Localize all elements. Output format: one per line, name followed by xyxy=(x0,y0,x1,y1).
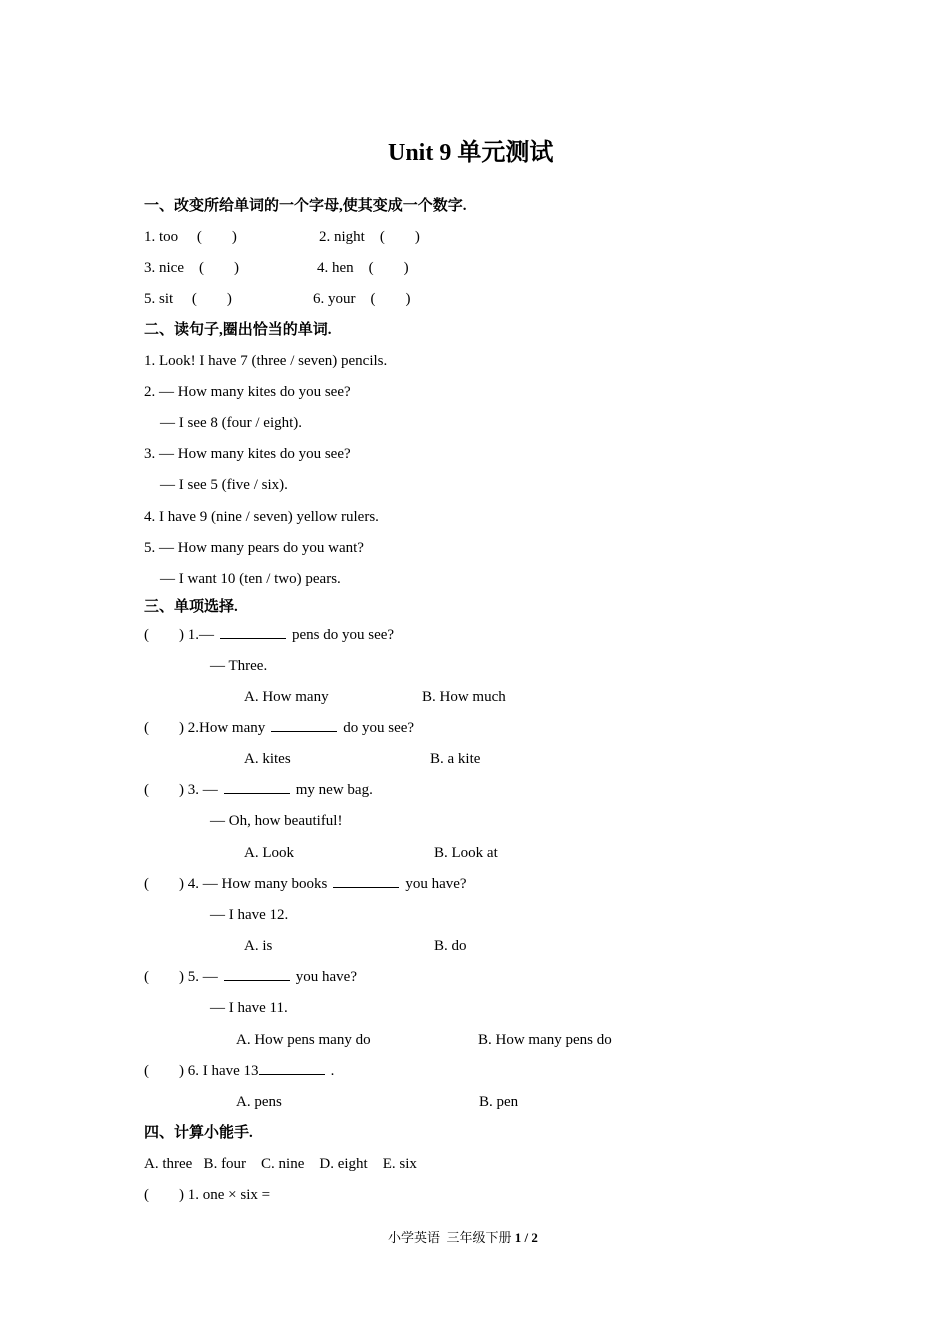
q1-prefix: ( ) 1.— xyxy=(144,627,214,643)
q3-reply: — Oh, how beautiful! xyxy=(210,813,343,829)
q3-option-a: A. Look xyxy=(244,845,294,861)
s2-line-1: 1. Look! I have 7 (three / seven) pencils. xyxy=(144,353,388,369)
q2-suffix: do you see? xyxy=(343,720,415,736)
q5-prefix: ( ) 5. — xyxy=(144,969,218,985)
q1-option-a: A. How many xyxy=(244,689,329,705)
answer-blank xyxy=(259,1062,325,1075)
answer-blank xyxy=(224,781,290,794)
s2-line-2: 2. — How many kites do you see? xyxy=(144,384,351,400)
s2-line-3: — I see 8 (four / eight). xyxy=(160,415,303,431)
page-title: Unit 9 单元测试 xyxy=(388,140,554,166)
q1-suffix: pens do you see? xyxy=(292,627,395,643)
s1-item-1: 1. too ( ) xyxy=(144,229,237,245)
answer-blank xyxy=(224,968,290,981)
s3-question-3 xyxy=(144,781,373,799)
answer-blank xyxy=(220,626,286,639)
section-2-heading: 二、读句子,圈出恰当的单词. xyxy=(144,322,332,338)
s4-question-1: ( ) 1. one × six = xyxy=(144,1187,271,1203)
s3-question-4 xyxy=(144,875,467,893)
q4-suffix: you have? xyxy=(405,876,467,892)
s3-question-2 xyxy=(144,719,414,737)
section-3-heading: 三、单项选择. xyxy=(144,599,238,615)
s2-line-5: — I see 5 (five / six). xyxy=(160,477,288,493)
q1-option-b: B. How much xyxy=(422,689,506,705)
q4-reply: — I have 12. xyxy=(210,907,289,923)
q6-prefix: ( ) 6. I have 13 xyxy=(144,1063,259,1079)
footer-separator: / xyxy=(521,1230,532,1245)
footer-page-number: 1 xyxy=(514,1230,522,1245)
s1-item-4: 4. hen ( ) xyxy=(317,260,409,276)
q3-option-b: B. Look at xyxy=(434,845,498,861)
s3-question-6 xyxy=(144,1062,334,1080)
s1-item-3: 3. nice ( ) xyxy=(144,260,239,276)
q2-option-a: A. kites xyxy=(244,751,291,767)
q5-option-b: B. How many pens do xyxy=(478,1032,612,1048)
s3-question-1 xyxy=(144,626,394,644)
q1-reply: — Three. xyxy=(210,658,268,674)
q4-prefix: ( ) 4. — How many books xyxy=(144,876,328,892)
s2-line-4: 3. — How many kites do you see? xyxy=(144,446,351,462)
answer-blank xyxy=(271,719,337,732)
q4-option-a: A. is xyxy=(244,938,273,954)
s2-line-7: 5. — How many pears do you want? xyxy=(144,540,364,556)
answer-blank xyxy=(333,875,399,888)
q2-option-b: B. a kite xyxy=(430,751,481,767)
footer-page-total: 2 xyxy=(531,1230,538,1245)
q6-option-b: B. pen xyxy=(479,1094,519,1110)
q6-option-a: A. pens xyxy=(236,1094,282,1110)
s4-options: A. three B. four C. nine D. eight E. six xyxy=(144,1156,417,1172)
s1-item-5: 5. sit ( ) xyxy=(144,291,232,307)
s3-question-5 xyxy=(144,968,357,986)
q6-suffix: . xyxy=(330,1063,335,1079)
q4-option-b: B. do xyxy=(434,938,467,954)
s2-line-8: — I want 10 (ten / two) pears. xyxy=(160,571,341,587)
s1-item-2: 2. night ( ) xyxy=(319,229,420,245)
page-footer xyxy=(388,1229,538,1247)
q2-prefix: ( ) 2.How many xyxy=(144,720,266,736)
q5-reply: — I have 11. xyxy=(210,1000,288,1016)
footer-text: 小学英语 三年级下册 xyxy=(388,1230,515,1245)
q3-suffix: my new bag. xyxy=(295,782,373,798)
section-4-heading: 四、计算小能手. xyxy=(144,1125,253,1141)
s2-line-6: 4. I have 9 (nine / seven) yellow rulers. xyxy=(144,509,379,525)
section-1-heading: 一、改变所给单词的一个字母,使其变成一个数字. xyxy=(144,198,467,214)
q5-suffix: you have? xyxy=(295,969,357,985)
q3-prefix: ( ) 3. — xyxy=(144,782,218,798)
s1-item-6: 6. your ( ) xyxy=(313,291,411,307)
q5-option-a: A. How pens many do xyxy=(236,1032,371,1048)
